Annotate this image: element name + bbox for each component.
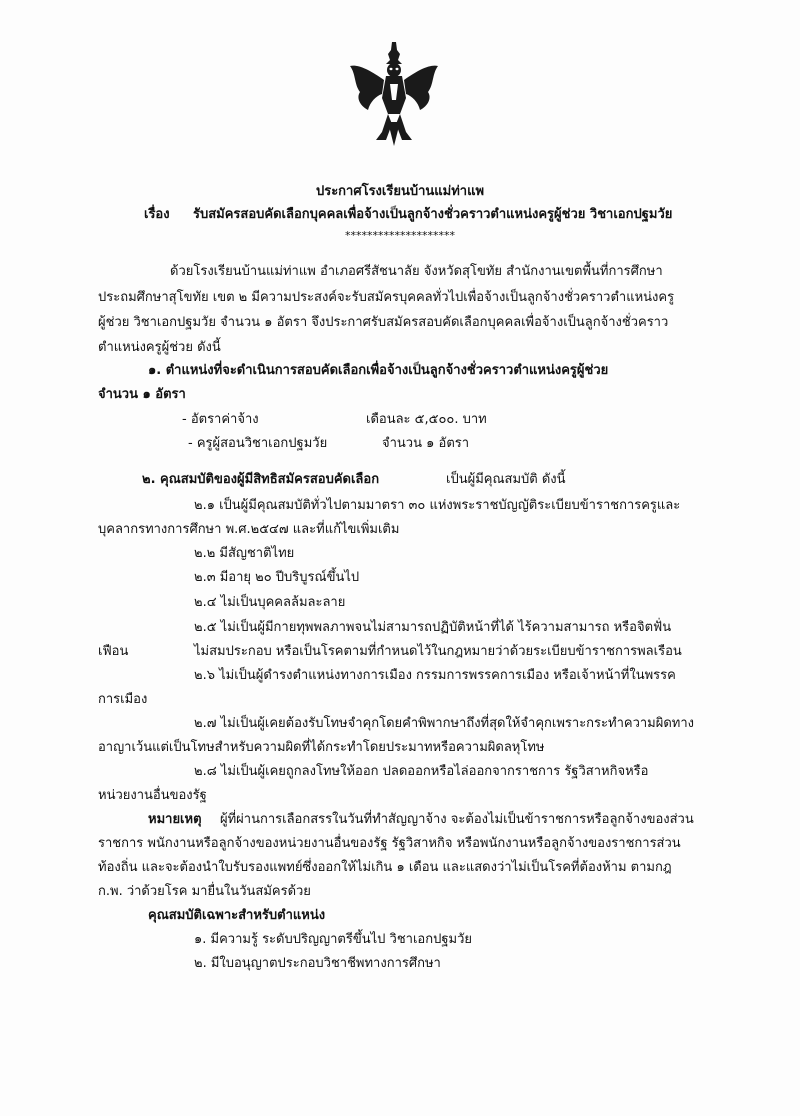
- qualification-2-5-a: ๒.๕ ไม่เป็นผู้มีกายทุพพลภาพจนไม่สามารถปฏิบัติหน้าที่ได้ ไร้ความสามารถ หรือจิตฟั่น: [194, 620, 672, 635]
- qualification-2-6-b: การเมือง: [98, 692, 148, 707]
- qualification-2-8-b: หน่วยงานอื่นของรัฐ: [98, 788, 207, 803]
- specific-heading: คุณสมบัติเฉพาะสำหรับตำแหน่ง: [148, 908, 326, 923]
- qualification-2-4: ๒.๔ ไม่เป็นบุคคลล้มละลาย: [194, 595, 346, 610]
- section1-count: จำนวน ๑ อัตรา: [98, 387, 186, 402]
- position-label: - ครูผู้สอนวิชาเอกปฐมวัย: [188, 436, 328, 451]
- qualification-2-7-a: ๒.๗ ไม่เป็นผู้เคยต้องรับโทษจำคุกโดยคำพิพากษาถึงที่สุดให้จำคุกเพราะกระทำความผิดทาง: [194, 716, 695, 731]
- qualification-2-1-a: ๒.๑ เป็นผู้มีคุณสมบัติทั่วไปตามมาตรา ๓๐ แห่งพระราชบัญญัติระเบียบข้าราชการครูและ: [194, 498, 681, 513]
- qualification-2-1-b: บุคลากรทางการศึกษา พ.ศ.๒๕๔๗ และที่แก้ไขเพิ่มเติม: [98, 522, 400, 537]
- separator-stars: ********************: [345, 229, 455, 242]
- intro-line-3: ผู้ช่วย วิชาเอกปฐมวัย จำนวน ๑ อัตรา จึงประกาศรับสมัครสอบคัดเลือกบุคคลเพื่อจ้างเป็นลูกจ้างชั่วคราว: [98, 315, 669, 330]
- section2-heading: ๒. คุณสมบัติของผู้มีสิทธิสมัครสอบคัดเลือก: [142, 472, 380, 487]
- announcement-title: ประกาศโรงเรียนบ้านแม่ท่าแพ: [315, 184, 485, 199]
- remark-line-3: ท้องถิ่น และจะต้องนำใบรับรองแพทย์ซึ่งออกให้ไม่เกิน ๑ เดือน และแสดงว่าไม่เป็นโรคที่ต้องห้าม ตามกฎ: [98, 860, 672, 875]
- intro-line-1: ด้วยโรงเรียนบ้านแม่ท่าแพ อำเภอศรีสัชนาลัย จังหวัดสุโขทัย สำนักงานเขตพื้นที่การศึกษา: [170, 264, 663, 279]
- remark-line-4: ก.พ. ว่าด้วยโรค มายื่นในวันสมัครด้วย: [98, 884, 311, 899]
- specific-item-2: ๒. มีใบอนุญาตประกอบวิชาชีพทางการศึกษา: [194, 956, 441, 971]
- position-value: จำนวน ๑ อัตรา: [382, 436, 470, 451]
- section1-heading: ๑. ตำแหน่งที่จะดำเนินการสอบคัดเลือกเพื่อจ้างเป็นลูกจ้างชั่วคราวตำแหน่งครูผู้ช่วย: [148, 363, 609, 378]
- qualification-2-2: ๒.๒ มีสัญชาติไทย: [194, 546, 295, 561]
- subject-label: เรื่อง: [144, 207, 170, 222]
- qualification-2-5-b-prefix: เฟือน: [98, 644, 129, 659]
- remark-label: หมายเหตุ: [148, 812, 202, 827]
- wage-value: เดือนละ ๕,๕๐๐. บาท: [366, 412, 487, 427]
- intro-line-4: ตำแหน่งครูผู้ช่วย ดังนี้: [98, 340, 221, 355]
- wage-label: - อัตราค่าจ้าง: [182, 412, 259, 427]
- section2-heading-suffix: เป็นผู้มีคุณสมบัติ ดังนี้: [446, 472, 566, 487]
- specific-item-1: ๑. มีความรู้ ระดับปริญญาตรีขึ้นไป วิชาเอกปฐมวัย: [194, 932, 472, 947]
- intro-line-2: ประถมศึกษาสุโขทัย เขต ๒ มีความประสงค์จะรับสมัครบุคคลทั่วไปเพื่อจ้างเป็นลูกจ้างชั่วคราวตำแหน่งครู: [98, 290, 675, 305]
- garuda-emblem-icon: [348, 40, 440, 148]
- qualification-2-5-b: ไม่สมประกอบ หรือเป็นโรคตามที่กำหนดไว้ในกฎหมายว่าด้วยระเบียบข้าราชการพลเรือน: [194, 644, 682, 659]
- qualification-2-3: ๒.๓ มีอายุ ๒๐ ปีบริบูรณ์ขึ้นไป: [194, 570, 360, 585]
- qualification-2-6-a: ๒.๖ ไม่เป็นผู้ดำรงตำแหน่งทางการเมือง กรรมการพรรคการเมือง หรือเจ้าหน้าที่ในพรรค: [194, 668, 676, 683]
- qualification-2-8-a: ๒.๘ ไม่เป็นผู้เคยถูกลงโทษให้ออก ปลดออกหรือไล่ออกจากราชการ รัฐวิสาหกิจหรือ: [194, 764, 649, 779]
- remark-line-2: ราชการ พนักงานหรือลูกจ้างของหน่วยงานอื่นของรัฐ รัฐวิสาหกิจ หรือพนักงานหรือลูกจ้างของราชการส่วน: [98, 836, 681, 851]
- subject-text: รับสมัครสอบคัดเลือกบุคคลเพื่อจ้างเป็นลูกจ้างชั่วคราวตำแหน่งครูผู้ช่วย วิชาเอกปฐมวัย: [193, 207, 673, 222]
- remark-line-1: ผู้ที่ผ่านการเลือกสรรในวันที่ทำสัญญาจ้าง จะต้องไม่เป็นข้าราชการหรือลูกจ้างของส่วน: [220, 812, 694, 827]
- qualification-2-7-b: อาญาเว้นแต่เป็นโทษสำหรับความผิดที่ได้กระทำโดยประมาทหรือความผิดลหุโทษ: [98, 740, 545, 755]
